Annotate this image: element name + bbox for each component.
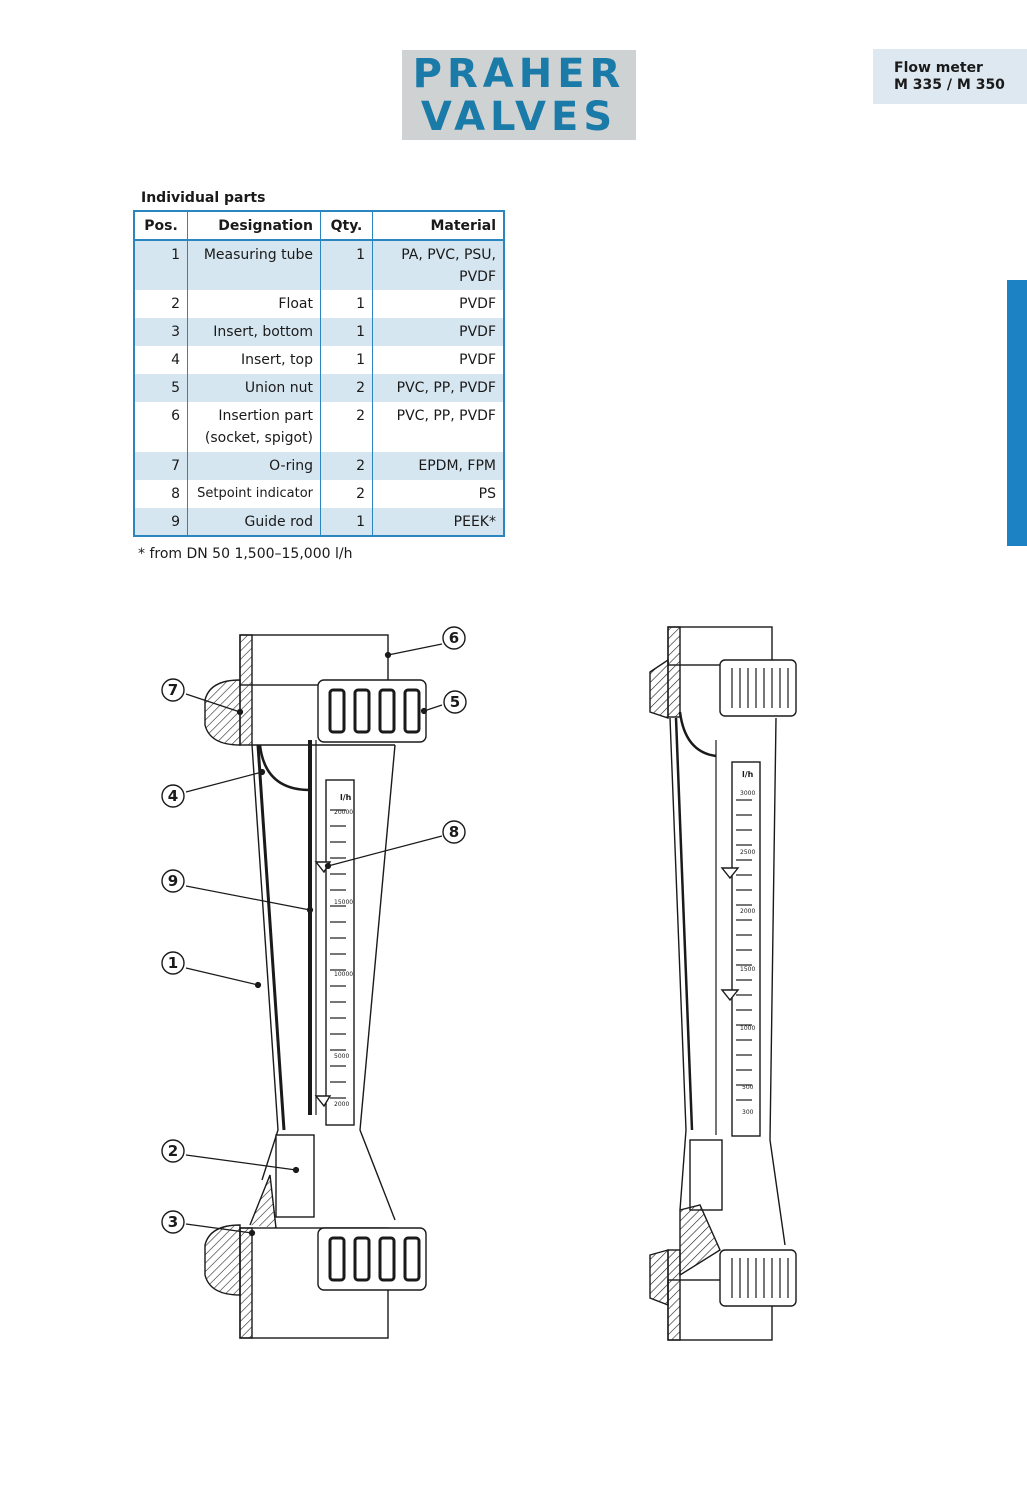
cell-pos: 7	[134, 452, 188, 480]
cell-designation: Measuring tube	[188, 240, 321, 290]
callout-label: 8	[448, 823, 460, 841]
scale-label-right: 1500	[740, 966, 756, 973]
logo-line1: PRAHER	[412, 51, 626, 97]
header-designation: Designation	[188, 211, 321, 240]
cell-material: PVDF	[373, 318, 505, 346]
cell-qty: 2	[321, 374, 373, 402]
cell-material: PVDF	[373, 290, 505, 318]
flowmeter-drawing-left	[205, 635, 426, 1338]
table-footnote: * from DN 50 1,500–15,000 l/h	[138, 546, 353, 562]
scale-label-left: 2000	[334, 1101, 350, 1108]
header-qty: Qty.	[321, 211, 373, 240]
scale-label-right: 500	[742, 1084, 754, 1091]
cell-material: PVDF	[373, 346, 505, 374]
cell-designation: Insert, top	[188, 346, 321, 374]
callout-label: 9	[167, 872, 179, 890]
cell-material: PVC, PP, PVDF	[373, 374, 505, 402]
cell-designation: Insertion part (socket, spigot)	[188, 402, 321, 452]
cell-qty: 2	[321, 480, 373, 508]
cell-qty: 2	[321, 402, 373, 452]
cell-material: PVC, PP, PVDF	[373, 402, 505, 452]
cell-material: PA, PVC, PSU, PVDF	[373, 240, 505, 290]
flowmeter-drawing-right	[650, 627, 796, 1340]
cell-material: PEEK*	[373, 508, 505, 536]
cell-pos: 8	[134, 480, 188, 508]
scale-label-right: 2500	[740, 849, 756, 856]
scale-label-right: 2000	[740, 908, 756, 915]
scale-label-right: 1000	[740, 1025, 756, 1032]
scale-label-right: 3000	[740, 790, 756, 797]
scale-label-left: 5000	[334, 1053, 350, 1060]
logo-line2: VALVES	[420, 94, 618, 140]
cell-qty: 1	[321, 290, 373, 318]
product-tag-line1: Flow meter	[894, 60, 983, 76]
cell-qty: 1	[321, 346, 373, 374]
cell-designation: Insert, bottom	[188, 318, 321, 346]
callout-label: 6	[448, 629, 460, 647]
cell-material: EPDM, FPM	[373, 452, 505, 480]
callout-label: 5	[449, 693, 461, 711]
scale-label-right: 300	[742, 1109, 754, 1116]
cell-qty: 2	[321, 452, 373, 480]
callout-label: 1	[167, 954, 179, 972]
cell-pos: 9	[134, 508, 188, 536]
cell-qty: 1	[321, 318, 373, 346]
cell-pos: 2	[134, 290, 188, 318]
cell-pos: 4	[134, 346, 188, 374]
cell-qty: 1	[321, 508, 373, 536]
cell-pos: 3	[134, 318, 188, 346]
cell-designation: Float	[188, 290, 321, 318]
callout-label: 4	[167, 787, 179, 805]
cell-pos: 5	[134, 374, 188, 402]
cell-pos: 6	[134, 402, 188, 452]
table-title: Individual parts	[141, 190, 266, 206]
callout-label: 3	[167, 1213, 179, 1231]
scale-unit-left: l/h	[340, 793, 352, 802]
cell-qty: 1	[321, 240, 373, 290]
cell-designation: O-ring	[188, 452, 321, 480]
cell-designation: Union nut	[188, 374, 321, 402]
scale-label-left: 15000	[334, 899, 354, 906]
cell-pos: 1	[134, 240, 188, 290]
callout-label: 7	[167, 681, 179, 699]
product-tag-line2: M 335 / M 350	[894, 77, 1005, 93]
scale-unit-right: l/h	[742, 770, 754, 779]
header-pos: Pos.	[134, 211, 188, 240]
callout-label: 2	[167, 1142, 179, 1160]
cell-designation: Guide rod	[188, 508, 321, 536]
cell-material: PS	[373, 480, 505, 508]
scale-label-left: 10000	[334, 971, 354, 978]
cell-designation: Setpoint indicator	[188, 480, 321, 508]
scale-label-left: 20000	[334, 809, 354, 816]
header-material: Material	[373, 211, 505, 240]
